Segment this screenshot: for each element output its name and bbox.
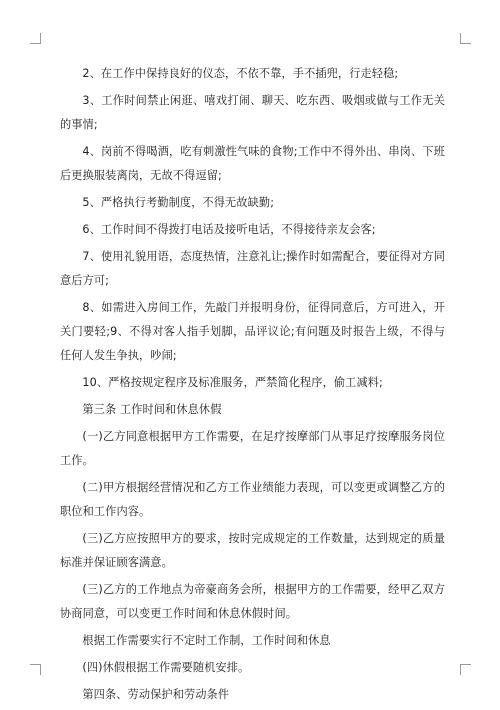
paragraph-working-hours: 根据工作需要实行不定时工作制，工作时间和休息 [82, 634, 331, 647]
paragraph-clause-2: (二)甲方根据经营情况和乙方工作业绩能力表现，可以变更或调整乙方的职位和工作内容。 [60, 481, 445, 518]
crop-mark-bottom-left [30, 664, 41, 675]
paragraph-clause-3a: (三)乙方应按照甲方的要求，按时完成规定的工作数量，达到规定的质量标准并保证顾客满意。 [60, 532, 445, 569]
paragraph-clause-3b: (三)乙方的工作地点为帝豪商务会所，根据甲方的工作需要，经甲乙双方协商同意，可以变更工作时间和休息休假时间。 [60, 583, 445, 620]
crop-mark-top-right [460, 33, 471, 44]
paragraph-rule-8-9: 8、如需进入房间工作，先敲门并报明身份，征得同意后，方可进入，开关门要轻;9、不得对客人指手划脚，品评议论;有问题及时报告上级，不得与任何人发生争执，吵闹; [60, 301, 445, 362]
document-body [60, 62, 445, 710]
section-heading-article-4: 第四条、劳动保护和劳动条件 [82, 688, 230, 701]
paragraph-clause-4: (四)休假根据工作需要随机安排。 [82, 661, 250, 674]
paragraph-rule-4: 4、岗前不得喝酒，吃有刺激性气味的食物;工作中不得外出、串岗、下班后更换服装离岗，无故不得逗留; [60, 145, 445, 182]
paragraph-rule-6: 6、工作时间不得拨打电话及接听电话，不得接待亲友会客; [82, 223, 376, 236]
paragraph-rule-3: 3、工作时间禁止闲逛、嘻戏打闹、聊天、吃东西、吸烟或做与工作无关的事情; [60, 94, 445, 131]
paragraph-rule-10: 10、严格按规定程序及标准服务，严禁简化程序，偷工减料; [82, 376, 383, 389]
paragraph-clause-1: (一)乙方同意根据甲方工作需要，在足疗按摩部门从事足疗按摩服务岗位工作。 [60, 430, 445, 467]
paragraph-rule-7: 7、使用礼貌用语，态度热情，注意礼让;操作时如需配合，要征得对方同意后方可; [60, 250, 445, 287]
paragraph-rule-2: 2、在工作中保持良好的仪态，不依不靠，手不插兜，行走轻稳; [82, 67, 399, 80]
section-heading-article-3: 第三条 工作时间和休息休假 [82, 403, 222, 416]
crop-mark-bottom-right [460, 664, 471, 675]
paragraph-rule-5: 5、严格执行考勤制度，不得无故缺勤; [82, 196, 275, 209]
crop-mark-top-left [30, 33, 41, 44]
